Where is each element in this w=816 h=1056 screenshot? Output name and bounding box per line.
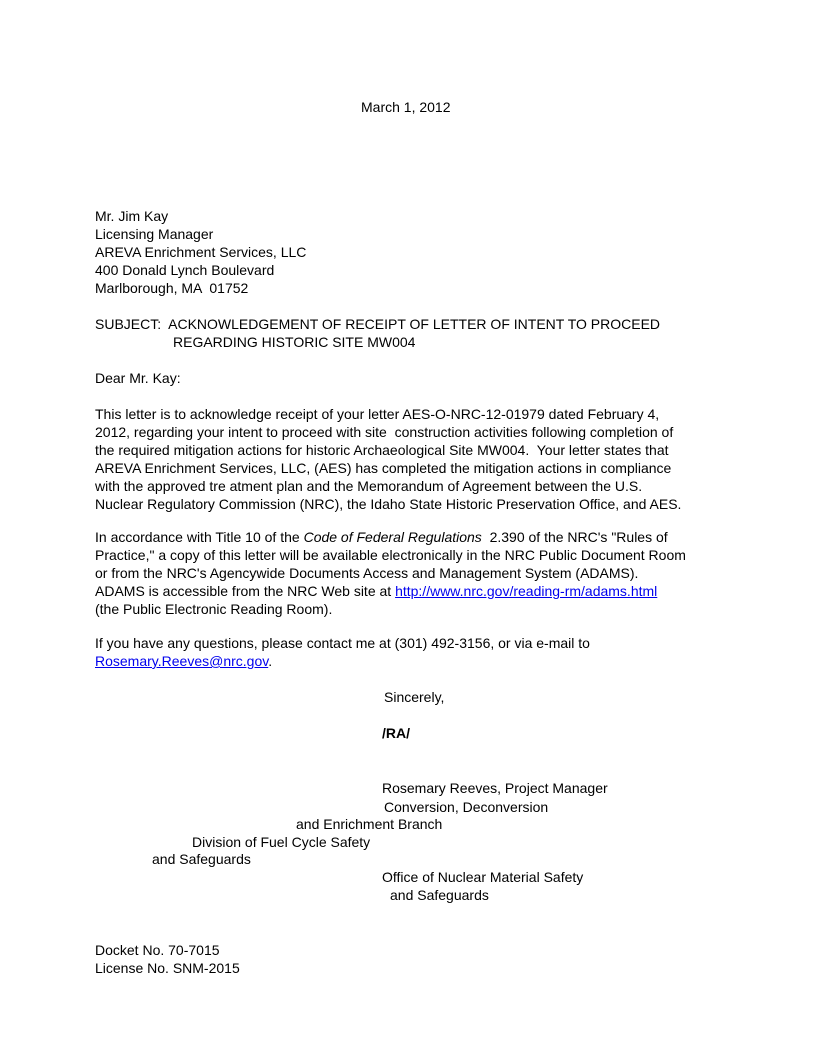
docket-number: Docket No. 70-7015 — [95, 942, 220, 958]
recipient-address — [95, 207, 306, 297]
adams-link[interactable]: http://www.nrc.gov/reading-rm/adams.html — [395, 583, 658, 599]
subject-line-2: REGARDING HISTORIC SITE MW004 — [173, 334, 416, 350]
paragraph-line: Practice," a copy of this letter will be available electronically in the NRC Public Document Room — [95, 547, 686, 563]
letter-date: March 1, 2012 — [361, 99, 451, 115]
signer-name: Rosemary Reeves, Project Manager — [382, 780, 608, 796]
license-number: License No. SNM-2015 — [95, 960, 240, 976]
paragraph-line: If you have any questions, please contact me at (301) 492-3156, or via e-mail to — [95, 635, 590, 651]
recipient-name: Mr. Jim Kay — [95, 208, 169, 224]
paragraph-line: the required mitigation actions for historic Archaeological Site MW004. Your letter states that — [95, 442, 669, 458]
subject-line-1: SUBJECT: ACKNOWLEDGEMENT OF RECEIPT OF LETTER OF INTENT TO PROCEED — [95, 316, 661, 332]
signer-division: Division of Fuel Cycle Safety — [192, 834, 371, 850]
paragraph-acknowledgement — [95, 405, 681, 513]
paragraph-line: with the approved tre atment plan and the Memorandum of Agreement between the U.S. — [95, 478, 643, 494]
paragraph-line: Nuclear Regulatory Commission (NRC), the Idaho State Historic Preservation Office, and AES. — [95, 496, 682, 512]
paragraph-line: (the Public Electronic Reading Room). — [95, 601, 333, 617]
paragraph-line: Rosemary.Reeves@nrc.gov. — [95, 653, 273, 669]
paragraph-line: In accordance with Title 10 of the Code of Federal Regulations 2.390 of the NRC's "Rules of — [95, 529, 668, 545]
signer-office: Office of Nuclear Material Safety — [382, 869, 584, 885]
recipient-title: Licensing Manager — [95, 226, 214, 242]
salutation: Dear Mr. Kay: — [95, 370, 181, 386]
signature: /RA/ — [382, 725, 410, 741]
recipient-company: AREVA Enrichment Services, LLC — [95, 244, 307, 260]
paragraph-line: ADAMS is accessible from the NRC Web site at http://www.nrc.gov/reading-rm/adams.html — [95, 583, 658, 599]
paragraph-public-availability — [95, 528, 686, 618]
recipient-city: Marlborough, MA 01752 — [95, 280, 249, 296]
email-link[interactable]: Rosemary.Reeves@nrc.gov — [95, 653, 269, 669]
paragraph-contact — [95, 634, 590, 670]
recipient-street: 400 Donald Lynch Boulevard — [95, 262, 275, 278]
closing: Sincerely, — [384, 689, 445, 705]
paragraph-line: or from the NRC's Agencywide Documents Access and Management System (ADAMS). — [95, 565, 639, 581]
paragraph-line: AREVA Enrichment Services, LLC, (AES) has completed the mitigation actions in compliance — [95, 460, 672, 476]
signer-division-2: and Safeguards — [152, 851, 251, 867]
paragraph-line: 2012, regarding your intent to proceed with site construction activities following completion of — [95, 424, 674, 440]
paragraph-line: This letter is to acknowledge receipt of your letter AES-O-NRC-12-01979 dated February 4, — [95, 406, 660, 422]
cfr-title: Code of Federal Regulations — [303, 529, 482, 545]
signer-branch-2: and Enrichment Branch — [296, 816, 443, 832]
signer-office-2: and Safeguards — [390, 887, 489, 903]
signer-branch-1: Conversion, Deconversion — [384, 799, 549, 815]
